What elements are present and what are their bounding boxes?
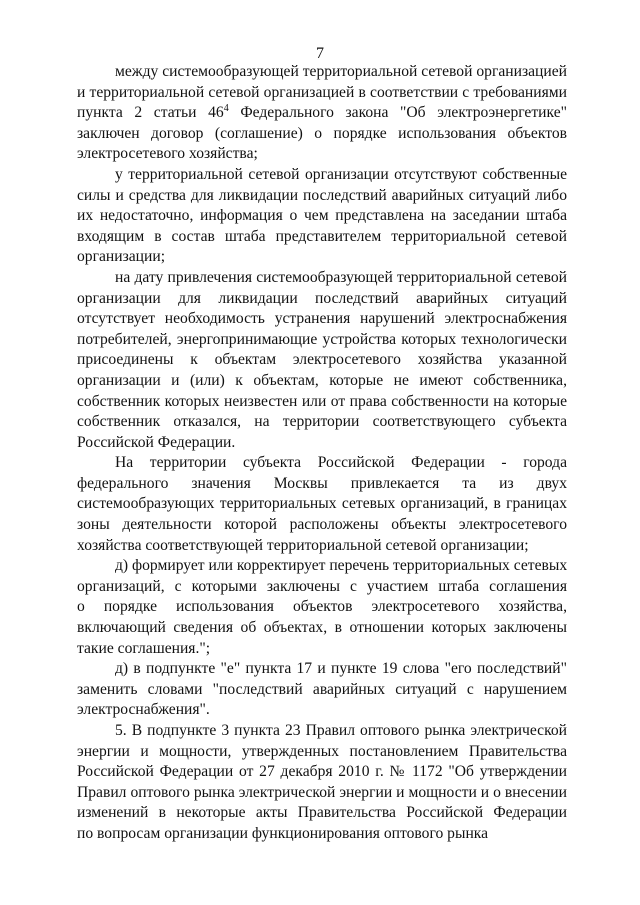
text-line: федерального значения Москвы привлекается та из двух xyxy=(77,474,567,492)
paragraph xyxy=(77,453,567,556)
paragraph xyxy=(77,721,567,845)
text-line: организаций, с которыми заключены с участием штаба соглашения xyxy=(77,577,567,595)
text-line: электроснабжения". xyxy=(77,701,210,719)
text-line: зоны деятельности которой расположены объекты электросетевого xyxy=(77,516,567,534)
text-line: д) в подпункте "е" пункта 17 и пункте 19 слова "его последствий" xyxy=(115,660,567,678)
text-line: входящим в состав штаба представителем территориальной сетевой xyxy=(77,227,567,245)
text-line: на дату привлечения системообразующей территориальной сетевой xyxy=(115,268,567,286)
text-line: пункта 2 статьи $46^4$ Федерального закона "Об электроэнергетике" xyxy=(77,103,567,122)
text-line: организации и (или) к объектам, которые не имеют собственника, xyxy=(77,371,567,389)
text-line: между системообразующей территориальной сетевой организацией xyxy=(115,63,567,80)
paragraph xyxy=(77,556,567,659)
text-line: их недостаточно, информация о чем представлена на заседании штаба xyxy=(77,207,567,225)
text-line: энергии и мощности, утвержденных постановлением Правительства xyxy=(77,742,567,760)
text-line: организации; xyxy=(77,248,166,266)
text-line: организации для ликвидации последствий аварийных ситуаций xyxy=(77,289,567,307)
text-line: заключен договор (соглашение) о порядке использования объектов xyxy=(77,124,567,142)
text-line: отсутствует необходимость устранения нарушений электроснабжения xyxy=(77,310,567,328)
text-line: собственник отказался, на территории соответствующего субъекта xyxy=(77,413,567,431)
text-line: собственник которых неизвестен или от права собственности на которые xyxy=(77,392,567,410)
text-line: системообразующих территориальных сетевых организаций, в границах xyxy=(77,495,567,513)
document-body xyxy=(77,62,567,845)
text-line: На территории субъекта Российской Федерации - города xyxy=(115,454,567,472)
paragraph xyxy=(77,62,567,165)
text-line: включающий сведения об объектах, в отношении которых заключены xyxy=(77,619,567,637)
text-line: д) формирует или корректирует перечень территориальных сетевых xyxy=(115,557,568,575)
text-line: силы и средства для ликвидации последствий аварийных ситуаций либо xyxy=(77,186,567,204)
paragraph xyxy=(77,165,567,268)
text-line: хозяйства соответствующей территориальной сетевой организации; xyxy=(77,536,529,554)
text-line: Российской Федерации от 27 декабря 2010 г. № 1172 "Об утверждении xyxy=(77,763,567,781)
text-line: и территориальной сетевой организацией в соответствии с требованиями xyxy=(77,83,567,101)
text-line: потребителей, энергопринимающие устройства которых технологически xyxy=(77,330,567,348)
text-line: у территориальной сетевой организации отсутствуют собственные xyxy=(115,165,567,183)
text-line: такие соглашения."; xyxy=(77,639,211,657)
text-line: Российской Федерации. xyxy=(77,433,236,451)
text-line: заменить словами "последствий аварийных ситуаций с нарушением xyxy=(77,680,567,698)
text-line: Правил оптового рынка электрической энергии и мощности и о внесении xyxy=(77,783,567,801)
paragraph xyxy=(77,659,567,721)
text-line: 5. В подпункте 3 пункта 23 Правил оптового рынка электрической xyxy=(115,722,567,739)
text-line: электросетевого хозяйства; xyxy=(77,145,258,163)
text-line: о порядке использования объектов электросетевого хозяйства, xyxy=(77,598,567,616)
page-number: 7 xyxy=(316,45,324,62)
paragraph xyxy=(77,268,567,453)
text-line: по вопросам организации функционирования оптового рынка xyxy=(77,824,489,842)
text-line: изменений в некоторые акты Правительства Российской Федерации xyxy=(77,804,567,822)
text-line: присоединены к объектам электросетевого хозяйства указанной xyxy=(77,351,567,369)
